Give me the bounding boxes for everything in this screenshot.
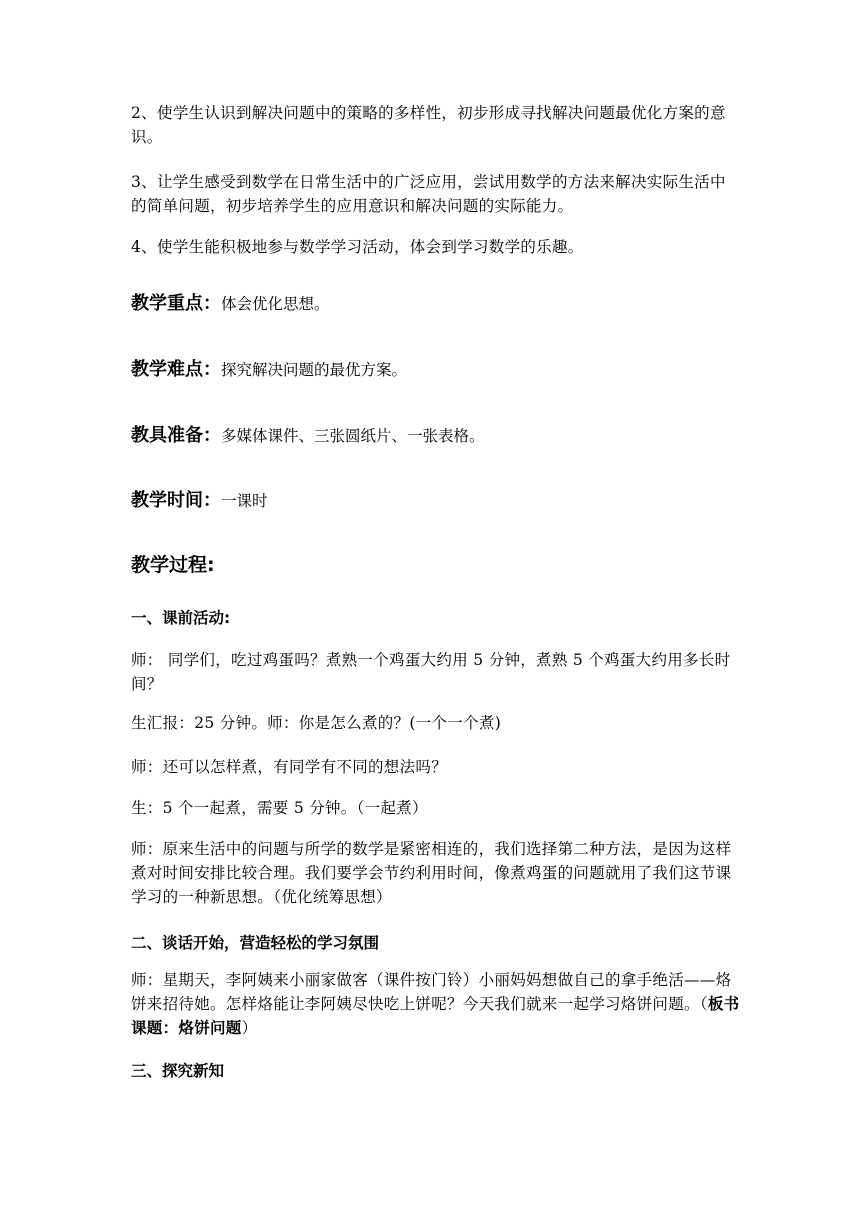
key-point-line [131,289,741,315]
materials-value: 多媒体课件、三张圆纸片、一张表格。 [221,427,485,445]
key-point-value: 体会优化思想。 [221,295,330,313]
difficulty-label: 教学难点： [131,359,221,380]
duration-line [131,486,741,512]
difficulty-value: 探究解决问题的最优方案。 [221,361,408,379]
objective-4: 4、使学生能积极地参与数学学习活动，体会到学习数学的乐趣。 [131,238,584,256]
section2-heading: 二、谈话开始，营造轻松的学习氛围 [131,934,380,952]
section1-heading: 一、课前活动: [131,609,231,627]
section1-paragraph-4: 生：5 个一起煮，需要 5 分钟。（一起煮） [131,799,428,817]
section1-paragraph-3: 师：还可以怎样煮，有同学有不同的想法吗？ [131,758,448,776]
materials-label: 教具准备： [131,425,221,446]
objective-3: 3、让学生感受到数学在日常生活中的广泛应用，尝试用数学的方法来解决实际生活中的简单问题，初步培养学生的应用意识和解决问题的实际能力。 [131,173,726,215]
section1-paragraph-1: 师： 同学们，吃过鸡蛋吗？煮熟一个鸡蛋大约用 5 分钟，煮熟 5 个鸡蛋大约用多长时间？ [131,651,731,693]
duration-label: 教学时间： [131,490,221,511]
difficulty-line [131,355,741,381]
section2-paragraph-open-paren: （ [699,995,708,1013]
section1-paragraph-2: 生汇报：25 分钟。师：你是怎么煮的？(一个一个煮) [131,714,502,732]
section1-paragraph-5: 师：原来生活中的问题与所学的数学是紧密相连的，我们选择第二种方法，是因为这样煮对时间安排比较合理。我们要学会节约利用时间，像煮鸡蛋的问题就用了我们这节课学习的一种新思想。（优化统筹思想） [131,840,732,906]
board-title: 板书课题：烙饼问题 [131,995,740,1037]
process-heading: 教学过程: [131,554,215,576]
section3-heading: 三、探究新知 [131,1062,225,1080]
section2-paragraph-close-paren: ） [241,1019,258,1037]
section2-paragraph-1 [131,968,741,1040]
materials-line [131,421,741,447]
duration-value: 一课时 [221,492,268,510]
key-point-label: 教学重点： [131,293,221,314]
section2-paragraph-text: 师：星期天，李阿姨来小丽家做客（课件按门铃）小丽妈妈想做自己的拿手绝活——烙饼来招待她。怎样烙能让李阿姨尽快吃上饼呢？今天我们就来一起学习烙饼问题。 [131,971,732,1013]
objective-2: 2、使学生认识到解决问题中的策略的多样性，初步形成寻找解决问题最优化方案的意识。 [131,104,726,146]
